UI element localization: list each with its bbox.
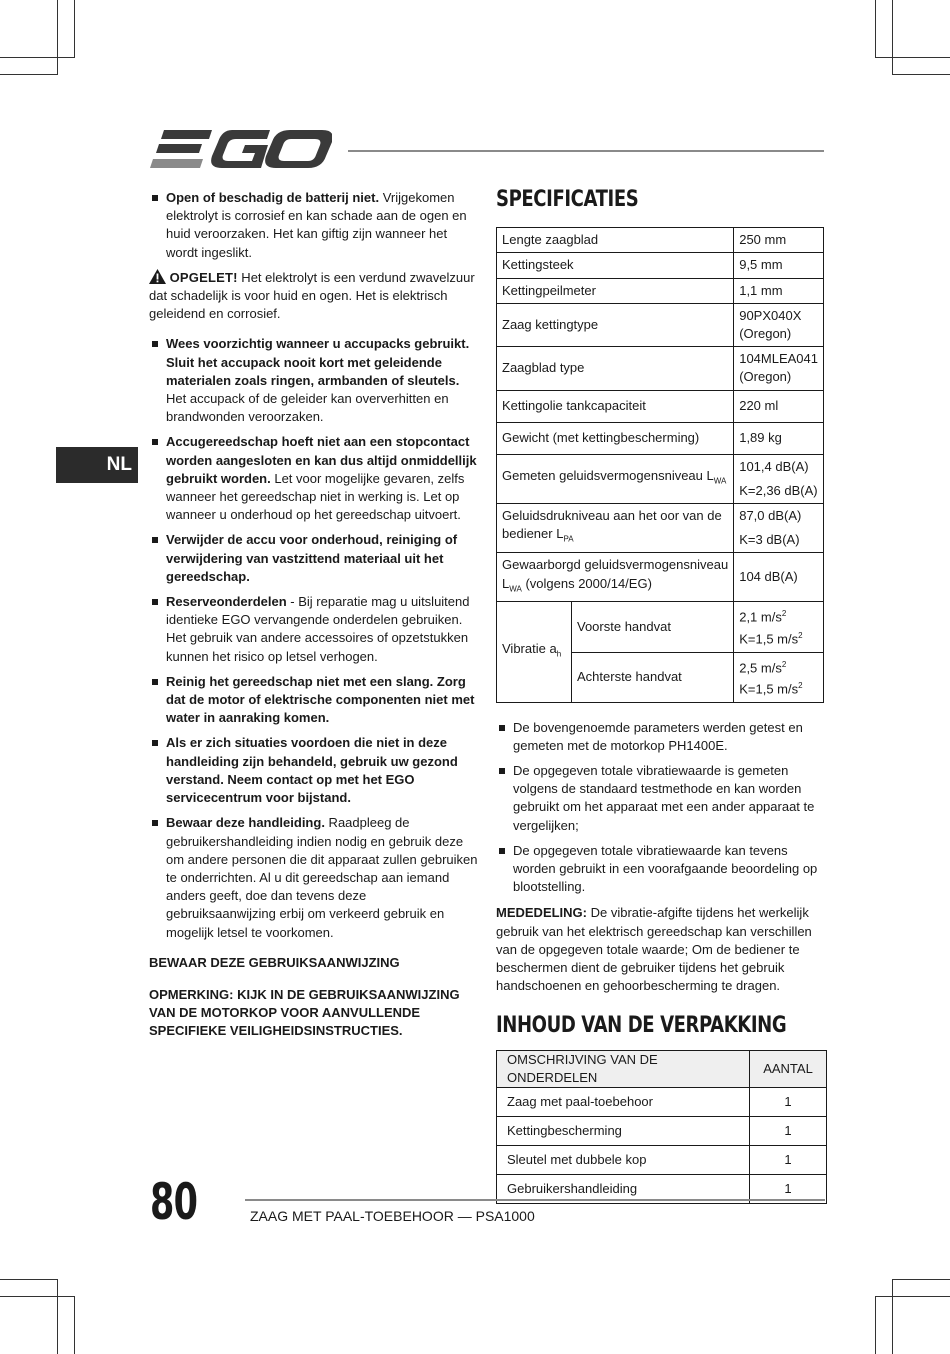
safety-column bbox=[149, 189, 479, 1041]
crop-mark bbox=[0, 1279, 58, 1280]
contents-title: INHOUD VAN DE VERPAKKING bbox=[496, 1013, 787, 1039]
list-item: Wees voorzichtig wanneer u accupacks gebruikt. Sluit het accupack nooit kort met geleidende materialen zoals ringen, armbanden of sleutels. Het accupack of de geleider kan oververhitten en brandwonden veroorzaken. bbox=[149, 335, 479, 426]
crop-mark bbox=[892, 1279, 950, 1280]
list-item: Verwijder de accu voor onderhoud, reiniging of verwijdering van vastzittend materiaal uit het gereedschap. bbox=[149, 531, 479, 586]
crop-mark bbox=[0, 57, 75, 58]
spec-notes bbox=[496, 719, 826, 897]
page-number: 80 bbox=[150, 1173, 198, 1231]
safety-list-2 bbox=[149, 335, 479, 941]
crop-mark bbox=[74, 1296, 75, 1354]
table-row: Zaagblad type 104MLEA041 (Oregon) bbox=[497, 347, 824, 390]
crop-mark bbox=[892, 1279, 893, 1354]
crop-mark bbox=[74, 0, 75, 58]
footer-title: ZAAG MET PAAL-TOEBEHOOR — PSA1000 bbox=[250, 1208, 535, 1224]
language-tab: NL bbox=[56, 447, 138, 483]
warning-title: OPGELET! bbox=[169, 269, 238, 285]
table-row: Gebruikershandleiding 1 bbox=[497, 1175, 827, 1204]
notice-block bbox=[496, 904, 826, 995]
list-item: De opgegeven totale vibratiewaarde kan tevens worden gebruikt in een voorafgaande beoordeling op blootstelling. bbox=[496, 842, 826, 897]
table-row: Gemeten geluidsvermogensniveau $L_{WA}$ 101,4 dB(A) K=2,36 dB(A) bbox=[497, 454, 824, 503]
ego-logo bbox=[150, 130, 332, 172]
notice-text: De vibratie-afgifte tijdens het werkelijk gebruik van het elektrisch gereedschap kan verschillen van de opgegeven totale waarde; Om de bediener te beschermen dient de gebruiker tijdens het gebruik handschoenen en gehoorbescherming te dragen. bbox=[496, 905, 812, 994]
crop-mark bbox=[892, 74, 950, 75]
table-row: Gewicht (met kettingbescherming) 1,89 kg bbox=[497, 422, 824, 454]
table-row: Geluidsdrukniveau aan het oor van de bediener $L_{PA}$ 87,0 dB(A) K=3 dB(A) bbox=[497, 504, 824, 553]
table-row: Lengte zaagblad 250 mm bbox=[497, 228, 824, 253]
table-row: Zaag met paal-toebehoor 1 bbox=[497, 1088, 827, 1117]
list-item: Reserveonderdelen - Bij reparatie mag u uitsluitend identieke EGO vervangende onderdelen gebruiken. Het gebruik van andere accessoires of opzetstukken kunnen het risico op letsel verhogen. bbox=[149, 593, 479, 666]
table-row: Vibratie $a_h$ Voorste handvat 2,1 $m/s^2$ K=1,5 $m/s^2$ bbox=[497, 602, 824, 652]
warning-icon bbox=[149, 269, 166, 284]
crop-mark bbox=[57, 0, 58, 75]
spec-table bbox=[496, 227, 824, 702]
table-row: Zaag kettingtype 90PX040X (Oregon) bbox=[497, 303, 824, 346]
table-header: OMSCHRIJVING VAN DE ONDERDELEN AANTAL bbox=[497, 1050, 827, 1087]
warning-text: Het elektrolyt is een verdund zwavelzuur dat schadelijk is voor huid en ogen. Het is elektrisch geleidend en corrosief. bbox=[149, 269, 475, 322]
safety-list bbox=[149, 189, 479, 262]
crop-mark bbox=[875, 1296, 950, 1297]
save-note: BEWAAR DEZE GEBRUIKSAANWIJZING bbox=[149, 954, 400, 970]
spec-column bbox=[496, 189, 826, 1204]
table-row: Kettingbescherming 1 bbox=[497, 1117, 827, 1146]
crop-mark bbox=[875, 57, 950, 58]
table-row: Achterste handvat 2,5 $m/s^2$ K=1,5 $m/s^2$ bbox=[497, 652, 824, 702]
specs-title: SPECIFICATIES bbox=[496, 187, 639, 212]
crop-mark bbox=[57, 1279, 58, 1354]
crop-mark bbox=[875, 1296, 876, 1354]
list-item: Als er zich situaties voordoen die niet in deze handleiding zijn behandeld, gebruik uw gezond verstand. Neem contact op met het EGO servicecentrum voor bijstand. bbox=[149, 734, 479, 807]
crop-mark bbox=[875, 0, 876, 58]
table-row: Kettingolie tankcapaciteit 220 ml bbox=[497, 390, 824, 422]
header-rule bbox=[348, 150, 824, 152]
list-item: De opgegeven totale vibratiewaarde is gemeten volgens de standaard testmethode en kan worden gebruikt om het apparaat met een ander apparaat te vergelijken; bbox=[496, 762, 826, 835]
table-row: Kettingsteek 9,5 mm bbox=[497, 253, 824, 278]
crop-mark bbox=[0, 1296, 75, 1297]
list-item: Open of beschadig de batterij niet. Vrijgekomen elektrolyt is corrosief en kan schade aan de ogen en huid veroorzaken. Het kan giftig zijn wanneer het wordt ingeslikt. bbox=[149, 189, 479, 262]
list-item: De bovengenoemde parameters werden getest en gemeten met de motorkop PH1400E. bbox=[496, 719, 826, 755]
table-row: Gewaarborgd geluidsvermogensniveau $L_{WA}$ (volgens 2000/14/EG) 104 dB(A) bbox=[497, 553, 824, 602]
crop-mark bbox=[892, 0, 893, 75]
list-item: Bewaar deze handleiding. Raadpleeg de gebruikershandleiding indien nodig en gebruik deze om andere personen die dit apparaat zullen gebruiken te onderrichten. Al u dit gereedschap aan iemand anders geeft, doe dan tevens deze gebruiksaanwijzing erbij om verkeerd gebruik en mogelijk letsel te voorkomen. bbox=[149, 814, 479, 941]
table-row: Sleutel met dubbele kop 1 bbox=[497, 1146, 827, 1175]
contents-table bbox=[496, 1050, 827, 1204]
notice-title: MEDEDELING: bbox=[496, 905, 587, 921]
crop-mark bbox=[0, 74, 58, 75]
warning-block bbox=[149, 269, 479, 324]
remark-note: OPMERKING: KIJK IN DE GEBRUIKSAANWIJZING VAN DE MOTORKOP VOOR AANVULLENDE SPECIFIEKE VEILIGHEIDSINSTRUCTIES. bbox=[149, 986, 460, 1039]
list-item: Reinig het gereedschap niet met een slang. Zorg dat de motor of elektrische componenten niet met water in aanraking komen. bbox=[149, 673, 479, 728]
list-item: Accugereedschap hoeft niet aan een stopcontact worden aangesloten en kan dus altijd onmiddellijk gebruikt worden. Let voor mogelijke gevaren, zelfs wanneer het gereedschap niet in werking is. Let op wanneer u onderhoud op het gereedschap uitvoert. bbox=[149, 433, 479, 524]
table-row: Kettingpeilmeter 1,1 mm bbox=[497, 278, 824, 303]
footer-rule bbox=[245, 1199, 825, 1201]
